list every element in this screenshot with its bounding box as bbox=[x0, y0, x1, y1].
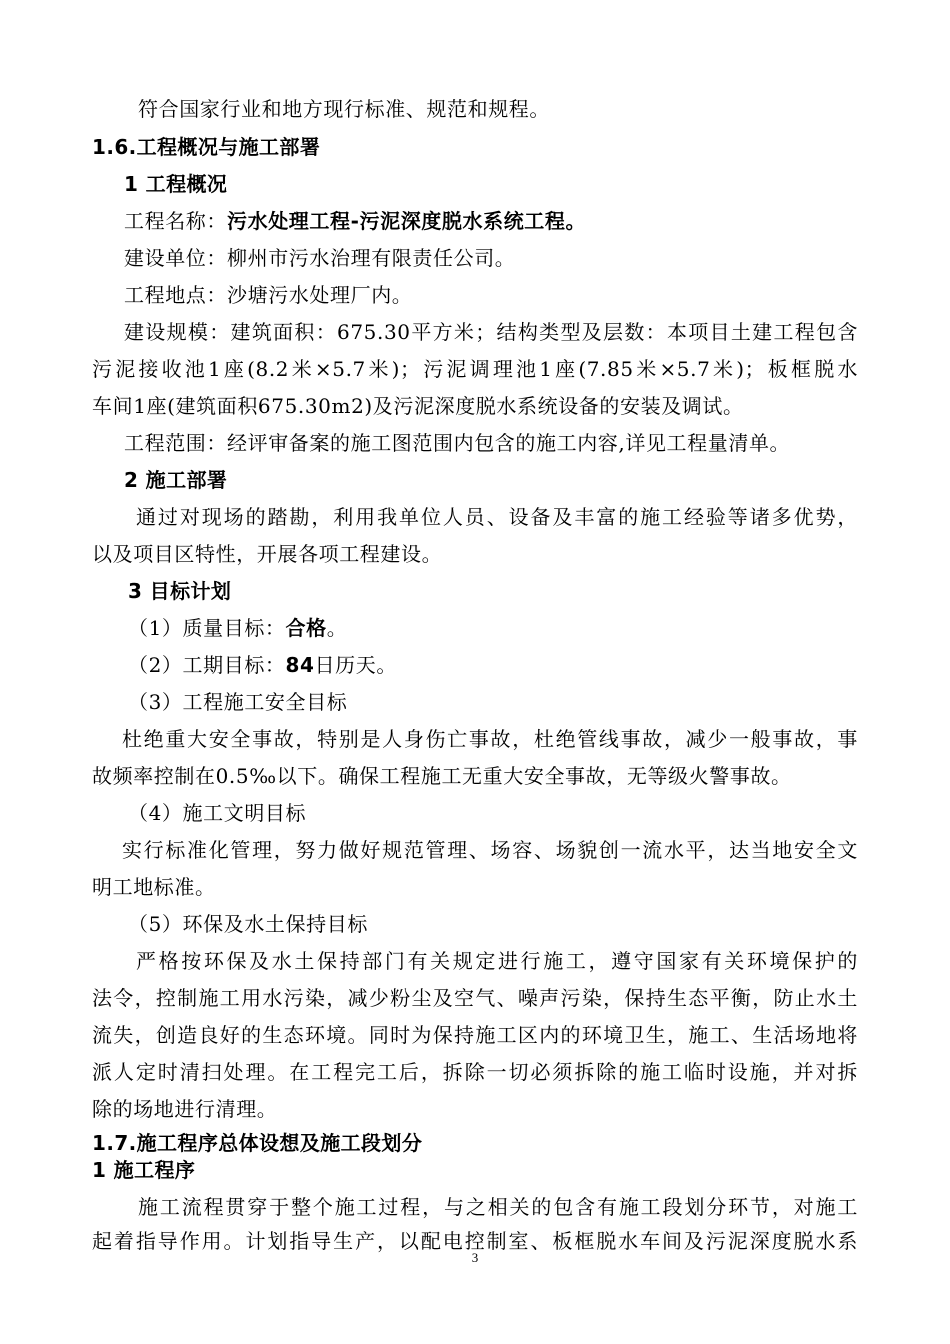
schedule-target-label: （2）工期目标： bbox=[128, 653, 286, 677]
deployment-line-1: 通过对现场的踏勘，利用我单位人员、设备及丰富的施工经验等诸多优势， bbox=[136, 505, 858, 529]
civilized-target-heading: （4）施工文明目标 bbox=[128, 801, 307, 825]
safety-line-1: 杜绝重大安全事故，特别是人身伤亡事故，杜绝管线事故，减少一般事故，事 bbox=[122, 727, 858, 751]
section-heading-1-7: 1.7.施工程序总体设想及施工段划分 bbox=[92, 1131, 423, 1155]
environment-line-5: 除的场地进行清理。 bbox=[92, 1097, 278, 1121]
environment-line-3: 流失，创造良好的生态环境。同时为保持施工区内的环境卫生，施工、生活场地将 bbox=[92, 1023, 858, 1047]
civilized-line-2: 明工地标准。 bbox=[92, 875, 216, 899]
page-number: 3 bbox=[471, 1250, 479, 1265]
environment-target-heading: （5）环保及水土保持目标 bbox=[128, 912, 368, 936]
project-name-line bbox=[124, 208, 586, 234]
schedule-target-line bbox=[128, 652, 397, 678]
range-line: 工程范围：经评审备案的施工图范围内包含的施工内容,详见工程量清单。 bbox=[124, 431, 791, 455]
deployment-line-2: 以及项目区特性，开展各项工程建设。 bbox=[92, 542, 443, 566]
safety-line-2: 故频率控制在0.5‰以下。确保工程施工无重大安全事故，无等级火警事故。 bbox=[92, 764, 792, 788]
environment-line-1: 严格按环保及水土保持部门有关规定进行施工，遵守国家有关环境保护的 bbox=[136, 949, 858, 973]
project-name-label: 工程名称： bbox=[124, 209, 227, 233]
civilized-line-1: 实行标准化管理，努力做好规范管理、场容、场貌创一流水平，达当地安全文 bbox=[122, 838, 858, 862]
owner-line: 建设单位：柳州市污水治理有限责任公司。 bbox=[124, 246, 516, 270]
scale-line-2: 污泥接收池1座(8.2米×5.7米)；污泥调理池1座(7.85米×5.7米)；板框脱水 bbox=[92, 357, 858, 381]
site-line: 工程地点：沙塘污水处理厂内。 bbox=[124, 283, 413, 307]
scale-line-1: 建设规模：建筑面积：675.30平方米；结构类型及层数：本项目土建工程包含 bbox=[124, 320, 858, 344]
section-heading-1-6: 1.6.工程概况与施工部署 bbox=[92, 135, 321, 159]
quality-target-end: 。 bbox=[326, 616, 348, 640]
subheading-deployment: 2 施工部署 bbox=[124, 468, 228, 492]
quality-target-line bbox=[128, 615, 347, 641]
schedule-target-end: 日历天。 bbox=[314, 653, 397, 677]
subheading-target-plan: 3 目标计划 bbox=[128, 579, 232, 603]
project-name-value: 污水处理工程-污泥深度脱水系统工程。 bbox=[227, 209, 587, 233]
subheading-project-overview: 1 工程概况 bbox=[124, 172, 228, 196]
procedure-line-2: 起着指导作用。计划指导生产，以配电控制室、板框脱水车间及污泥深度脱水系 bbox=[92, 1229, 858, 1253]
schedule-target-value: 84 bbox=[285, 653, 315, 677]
text-line: 符合国家行业和地方现行标准、规范和规程。 bbox=[138, 97, 550, 121]
subheading-construction-procedure: 1 施工程序 bbox=[92, 1158, 196, 1182]
procedure-line-1: 施工流程贯穿于整个施工过程，与之相关的包含有施工段划分环节，对施工 bbox=[138, 1195, 858, 1219]
environment-line-4: 派人定时清扫处理。在工程完工后，拆除一切必须拆除的施工临时设施，并对拆 bbox=[92, 1060, 858, 1084]
quality-target-value: 合格 bbox=[285, 616, 327, 640]
quality-target-label: （1）质量目标： bbox=[128, 616, 286, 640]
scale-line-3: 车间1座(建筑面积675.30m2)及污泥深度脱水系统设备的安装及调试。 bbox=[92, 394, 744, 418]
environment-line-2: 法令，控制施工用水污染，减少粉尘及空气、噪声污染，保持生态平衡，防止水土 bbox=[92, 986, 858, 1010]
safety-target-heading: （3）工程施工安全目标 bbox=[128, 690, 348, 714]
